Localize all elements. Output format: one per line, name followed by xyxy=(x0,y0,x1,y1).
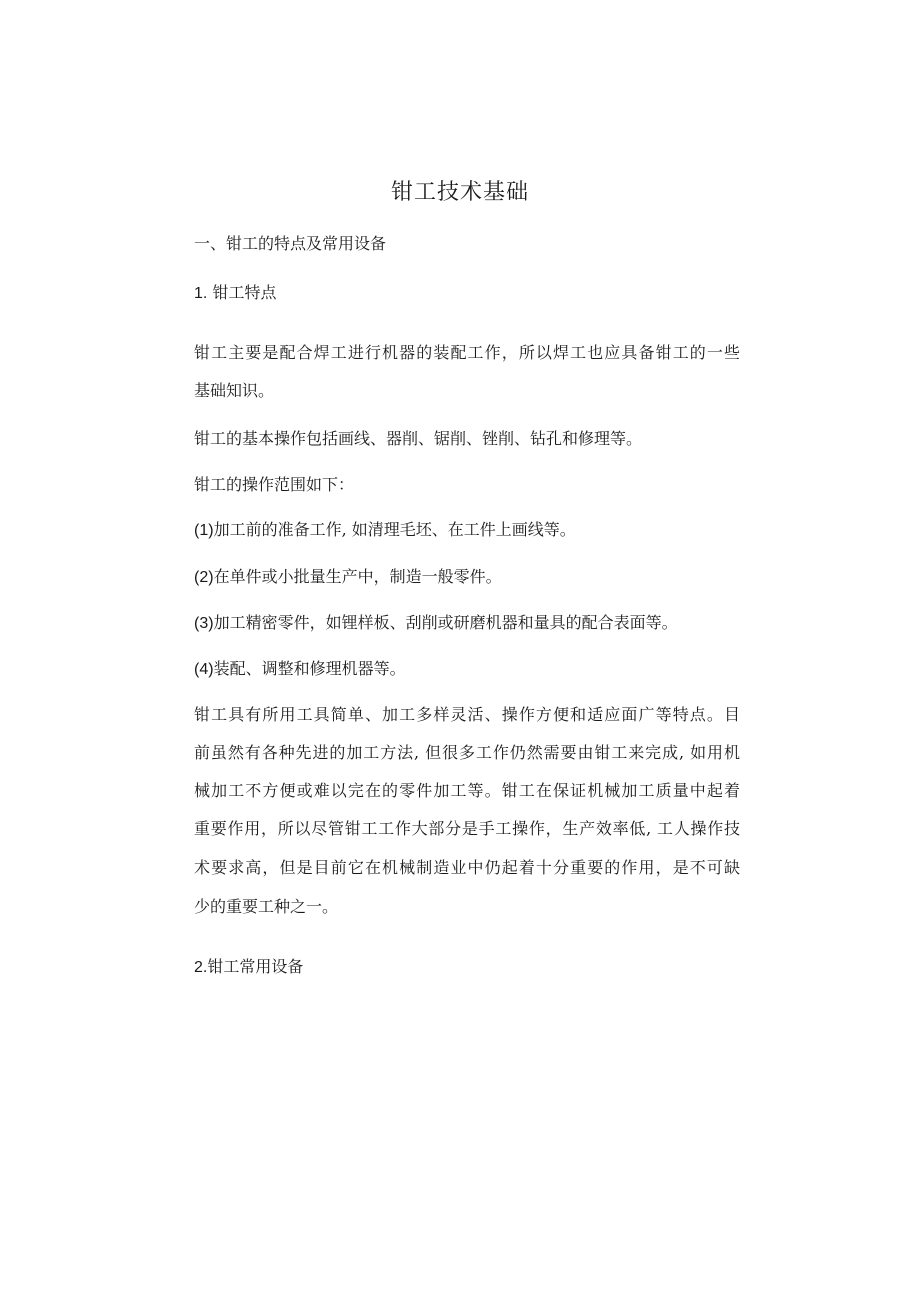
list-item-number: (3) xyxy=(194,615,214,632)
subsection-number: 1. xyxy=(194,285,208,302)
paragraph-line: 钳工主要是配合焊工进行机器的装配工作，所以焊工也应具备钳工的一些 xyxy=(194,343,740,362)
list-item-text: 加工精密零件，如锂样板、刮削或研磨机器和量具的配合表面等。 xyxy=(213,613,678,632)
subsection-title: 钳工特点 xyxy=(212,283,277,302)
paragraph-line: 基础知识。 xyxy=(194,381,275,400)
subsection-heading-2 xyxy=(194,955,303,980)
list-item-number: (4) xyxy=(194,661,214,678)
paragraph-line: 钳工具有所用工具简单、加工多样灵活、操作方便和适应面广等特点。目 xyxy=(194,705,740,724)
paragraph: 钳工的操作范围如下： xyxy=(194,475,355,494)
list-item-number: (1) xyxy=(194,522,214,539)
paragraph-line: 前虽然有各种先进的加工方法, 但很多工作仍然需要由钳工来完成, 如用机 xyxy=(194,743,740,762)
list-item-number: (2) xyxy=(194,569,214,586)
list-item-text: 在单件或小批量生产中，制造一般零件。 xyxy=(213,567,502,586)
subsection-number: 2. xyxy=(194,959,208,976)
list-item xyxy=(194,565,502,590)
list-item-text: 装配、调整和修理机器等。 xyxy=(213,659,406,678)
list-item-text: 加工前的准备工作, 如清理毛坯、在工件上画线等。 xyxy=(213,520,576,539)
subsection-title: 钳工常用设备 xyxy=(207,957,304,976)
paragraph-line: 术要求高，但是目前它在机械制造业中仍起着十分重要的作用，是不可缺 xyxy=(194,858,740,877)
list-item xyxy=(194,611,678,636)
list-item xyxy=(194,657,406,682)
document-title: 钳工技术基础 xyxy=(390,180,529,205)
subsection-heading-1 xyxy=(194,281,276,306)
paragraph: 钳工的基本操作包括画线、器削、锯削、锉削、钻孔和修理等。 xyxy=(194,429,643,448)
paragraph-line: 重要作用，所以尽管钳工工作大部分是手工操作，生产效率低, 工人操作技 xyxy=(194,819,740,838)
section-heading: 一、钳工的特点及常用设备 xyxy=(194,234,387,253)
paragraph-line: 械加工不方便或难以完在的零件加工等。钳工在保证机械加工质量中起着 xyxy=(194,781,740,800)
list-item xyxy=(194,518,576,543)
paragraph-line: 少的重要工种之一。 xyxy=(194,897,339,916)
